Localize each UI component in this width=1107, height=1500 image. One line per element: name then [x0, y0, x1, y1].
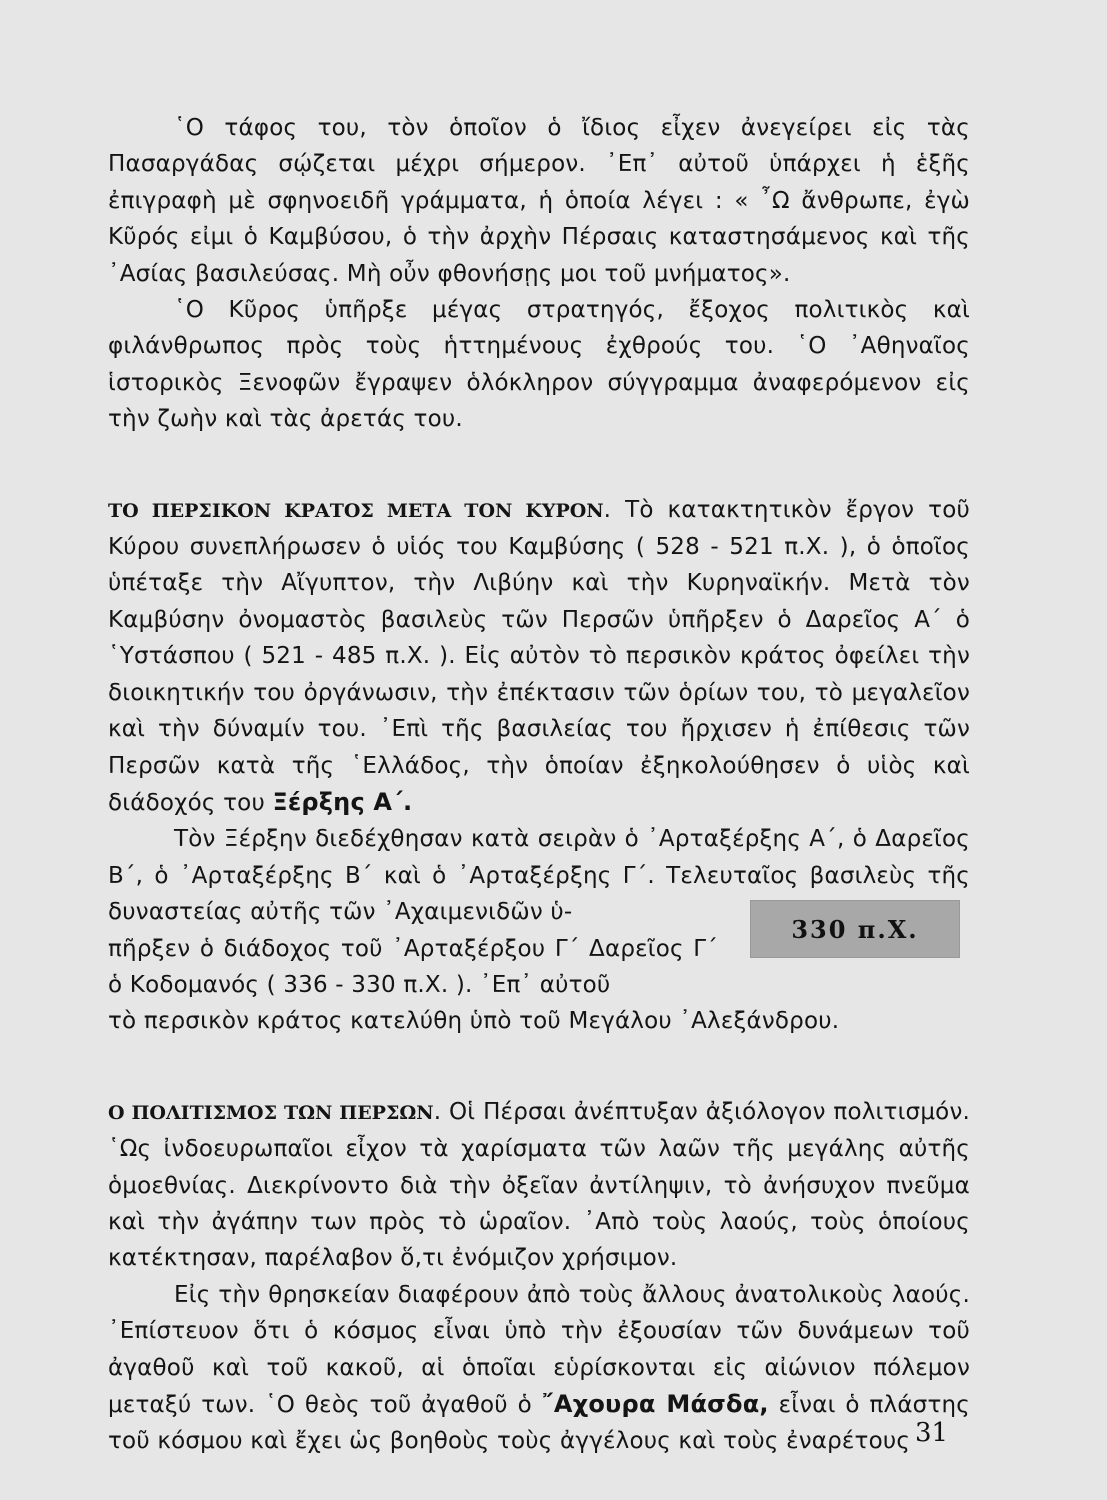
section-paragraph — [108, 492, 970, 822]
paragraph-text: πῆρξεν ὁ διάδοχος τοῦ ᾿Αρταξέρξου Γ΄ Δαρεῖος Γ΄ ὁ Κοδομανός ( 336 - 330 π.Χ. ). ᾿Επ᾿ αὐτοῦ — [108, 935, 718, 998]
section-paragraph — [108, 1094, 970, 1277]
section-heading: ΤΟ ΠΕΡΣΙΚΟΝ ΚΡΑΤΟΣ ΜΕΤΑ ΤΟΝ ΚΥΡΟΝ — [108, 499, 604, 522]
paragraph-continuation — [108, 1003, 970, 1039]
paragraph — [108, 292, 970, 438]
emphasized-name: Ξέρξης Α΄. — [272, 787, 413, 816]
paragraph-text: Εἰς τὴν θρησκείαν διαφέρουν ἀπὸ τοὺς ἄλλους ἀνατολικοὺς λαούς. ᾿Επίστευον ὅτι ὁ κόσμος εἶναι ὑπὸ τὴν ἐξουσίαν τῶν δυνάμεων τοῦ ἀγαθοῦ καὶ τοῦ κακοῦ, αἱ ὁποῖαι εὑρίσκονται εἰς αἰώνιον πόλεμον μεταξύ των. ῾Ο θεὸς τοῦ ἀγαθοῦ ὁ — [108, 1281, 970, 1418]
section-heading: Ο ΠΟΛΙΤΙΣΜΟΣ ΤΩΝ ΠΕΡΣΩΝ — [108, 1101, 434, 1124]
paragraph-text: . Τὸ κατακτητικὸν ἔργον τοῦ Κύρου συνεπλήρωσεν ὁ υἱός του Καμβύσης ( 528 - 521 π.Χ. ), ὁ ὁποῖος ὑπέταξε τὴν Αἴγυπτον, τὴν Λιβύην καὶ τὴν Κυρηναϊκήν. Μετὰ τὸν Καμβύσην ὀνομαστὸς βασιλεὺς τῶν Περσῶν ὑπῆρξεν ὁ Δαρεῖος Α΄ ὁ ῾Υστάσπου ( 521 - 485 π.Χ. ). Εἰς αὐτὸν τὸ περσικὸν κράτος ὀφείλει τὴν διοικητικήν του ὀργάνωσιν, τὴν ἐπέκτασιν τῶν ὁρίων του, τὸ μεγαλεῖον καὶ τὴν δύναμίν του. ᾿Επὶ τῆς βασιλείας του ἤρχισεν ἡ ἐπίθεσις τῶν Περσῶν κατὰ τῆς ῾Ελλάδος, τὴν ὁποίαν ἐξηκολούθησεν ὁ υἱὸς καὶ διάδοχός του — [108, 496, 970, 816]
emphasized-name: ῎Αχουρα Μάσδα, — [541, 1390, 769, 1418]
paragraph-text: ῾Ο Κῦρος ὑπῆρξε μέγας στρατηγός, ἔξοχος πολιτικὸς καὶ φιλάνθρωπος πρὸς τοὺς ἡττημένους ἐχθρούς του. ῾Ο ᾿Αθηναῖος ἱστορικὸς Ξενοφῶν ἔγραψεν ὁλόκληρον σύγγραμμα ἀναφερόμενον εἰς τὴν ζωὴν καὶ τὰς ἀρετάς του. — [108, 297, 970, 433]
paragraph-text: εἶναι ὁ πλάστης τοῦ κόσμου καὶ ἔχει ὡς βοηθοὺς τοὺς ἀγγέλους καὶ τοὺς ἐναρέτους — [108, 1392, 970, 1455]
paragraph-text: . Οἱ Πέρσαι ἀνέπτυξαν ἀξιόλογον πολιτισμόν. ῾Ως ἰνδοευρωπαῖοι εἶχον τὰ χαρίσματα τῶν λαῶν τῆς μεγάλης αὐτῆς ὁμοεθνίας. Διεκρίνοντο διὰ τὴν ὀξεῖαν ἀντίληψιν, τὸ ἀνήσυχον πνεῦμα καὶ τὴν ἀγάπην των πρὸς τὸ ὡραῖον. ᾿Απὸ τοὺς λαούς, τοὺς ὁποίους κατέκτησαν, παρέλαβον ὅ,τι ἐνόμιζον χρήσιμον. — [108, 1098, 970, 1272]
paragraph-text: ῾Ο τάφος του, τὸν ὁποῖον ὁ ἴδιος εἶχεν ἀνεγείρει εἰς τὰς Πασαργάδας σῴζεται μέχρι σήμερον. ᾿Επ᾿ αὐτοῦ ὑπάρχει ἡ ἑξῆς ἐπιγραφὴ μὲ σφηνοειδῆ γράμματα, ἡ ὁποία λέγει : « ῏Ω ἄνθρωπε, ἐγὼ Κῦρός εἰμι ὁ Καμβύσου, ὁ τὴν ἀρχὴν Πέρσαις καταστησάμενος καὶ τῆς ᾿Ασίας βασιλεύσας. Μὴ οὖν φθονήσῃς μοι τοῦ μνήματος». — [108, 115, 970, 287]
page-number: 31 — [915, 1418, 949, 1448]
paragraph-text: τὸ περσικὸν κράτος κατελύθη ὑπὸ τοῦ Μεγάλου ᾿Αλεξάνδρου. — [108, 1008, 840, 1035]
paragraph-continuation — [108, 931, 718, 1004]
paragraph — [108, 1277, 970, 1460]
date-margin-box: 330 π.Χ. — [750, 900, 960, 958]
paragraph — [108, 110, 970, 292]
paragraph-text: Τὸν Ξέρξην διεδέχθησαν κατὰ σειρὰν ὁ ᾿Αρταξέρξης Α΄, ὁ Δαρεῖος Β΄, ὁ ᾿Αρταξέρξης Β΄ καὶ ὁ ᾿Αρταξέρξης Γ΄. Τελευταῖος βασιλεὺς τῆς δυναστείας αὐτῆς τῶν ᾿Αχαιμενιδῶν ὑ- — [108, 826, 970, 926]
page-text — [108, 110, 970, 1460]
